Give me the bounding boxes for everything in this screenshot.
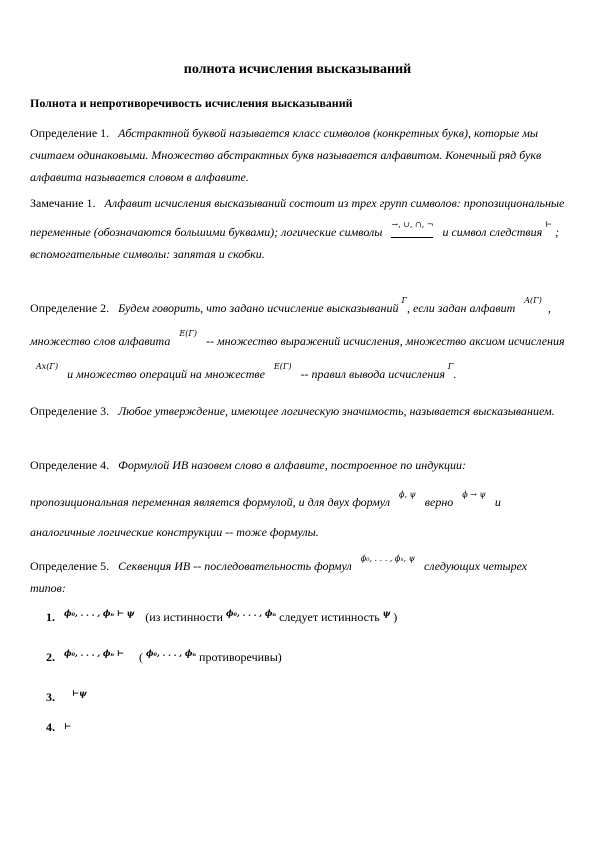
document-title: полнота исчисления высказываний	[183, 62, 412, 77]
definition-4-text-c: и аналогичные логические конструкции -- тоже формулы.	[30, 495, 501, 539]
definition-4-text-a: Формулой ИВ назовем слово в алфавите, построенное по индукции: пропозициональная переменная является формулой, и для двух формул	[30, 458, 467, 509]
sequent-formula: ⊢	[64, 721, 72, 731]
list-item-number: 4.	[46, 720, 55, 734]
definition-3-text: Любое утверждение, имеющее логическую значимость, называется высказыванием.	[118, 404, 555, 418]
list-item-text: противоречивы)	[199, 650, 282, 664]
turnstile-formula: ⊢	[545, 220, 553, 229]
list-item-text: )	[393, 610, 398, 624]
definition-1-text: Абстрактной буквой называется класс символов (конкретных букв), которые мы считаем одинаковыми. Множество абстрактных букв называется алфавитом. Конечный ряд букв алфавита называется словом в алфавите.	[30, 126, 542, 184]
list-item-number: 1.	[46, 610, 55, 624]
sequent-formula: ⊢ψ	[72, 688, 87, 698]
definition-2	[30, 288, 565, 387]
definition-2-text-a: Будем говорить, что задано исчисление высказываний	[118, 301, 399, 315]
premises-formula: ϕ₀, . . . , ϕₙ	[145, 648, 197, 658]
psi-formula: ψ	[382, 608, 391, 618]
sequence-formula: ϕ₀, . . . , ϕₙ, ψ	[360, 554, 415, 563]
definition-5-text-a: Секвенция ИВ -- последовательность формул	[118, 559, 352, 573]
sequent-formula: ϕ₀, . . . , ϕₙ ⊢	[64, 648, 124, 658]
definition-5	[30, 548, 565, 599]
list-item-number: 2.	[46, 650, 55, 664]
list-item-text: (из истинности	[145, 610, 223, 624]
logical-symbols-formula: →, ∪, ∩, ¬	[391, 214, 433, 238]
definition-4	[30, 450, 565, 547]
definition-2-text-c: , множество слов алфавита	[30, 301, 551, 348]
implication-formula: ϕ → ψ	[462, 490, 486, 499]
definition-3	[30, 400, 565, 422]
phi-psi-formula: ϕ, ψ	[398, 490, 416, 499]
definition-1-heading: Определение 1.	[30, 126, 110, 140]
gamma-formula-2: Γ	[447, 362, 454, 371]
list-item-number: 3.	[46, 690, 55, 704]
remark-1-text-b: и символ следствия	[442, 225, 543, 239]
remark-1-text-c: ; вспомогательные символы: запятая и скобки.	[30, 225, 560, 261]
list-item	[46, 648, 282, 665]
definition-2-text-b: , если задан алфавит	[407, 301, 516, 315]
list-item-text: следует истинность	[279, 610, 380, 624]
definition-2-heading: Определение 2.	[30, 301, 110, 315]
definition-2-text-g: .	[453, 367, 457, 381]
definition-2-text-f: -- правил вывода исчисления	[300, 367, 445, 381]
remark-1-text-a: Алфавит исчисления высказываний состоит из трех групп символов: пропозициональные переменные (обозначаются большими буквами); логические символы	[30, 196, 565, 239]
alphabet-formula: A(Γ)	[524, 296, 542, 305]
definition-2-text-e: и множество операций на множестве	[67, 367, 265, 381]
definition-1	[30, 122, 565, 188]
section-heading: Полнота и непротиворечивость исчисления высказываний	[30, 96, 353, 110]
sequent-formula: ϕ₀, . . . , ϕₙ ⊢ ψ	[64, 608, 135, 618]
list-item	[46, 608, 397, 625]
list-item-text: (	[138, 650, 143, 664]
definition-3-heading: Определение 3.	[30, 404, 110, 418]
axioms-formula: Ax(Γ)	[36, 362, 59, 371]
list-item	[46, 720, 71, 735]
list-item	[46, 688, 87, 705]
premises-formula: ϕ₀, . . . , ϕₙ	[225, 608, 277, 618]
definition-2-text-d: -- множество выражений исчисления, множество аксиом исчисления	[206, 334, 565, 348]
remark-1	[30, 192, 565, 265]
definition-4-text-b: верно	[424, 495, 454, 509]
definition-5-text-b: следующих четырех типов:	[30, 559, 528, 595]
gamma-formula: Γ	[401, 296, 408, 305]
remark-1-heading: Замечание 1.	[30, 196, 96, 210]
expressions-formula: E(Γ)	[179, 329, 198, 338]
definition-4-heading: Определение 4.	[30, 458, 110, 472]
operations-formula: E(Γ)	[273, 362, 292, 371]
definition-5-heading: Определение 5.	[30, 559, 110, 573]
